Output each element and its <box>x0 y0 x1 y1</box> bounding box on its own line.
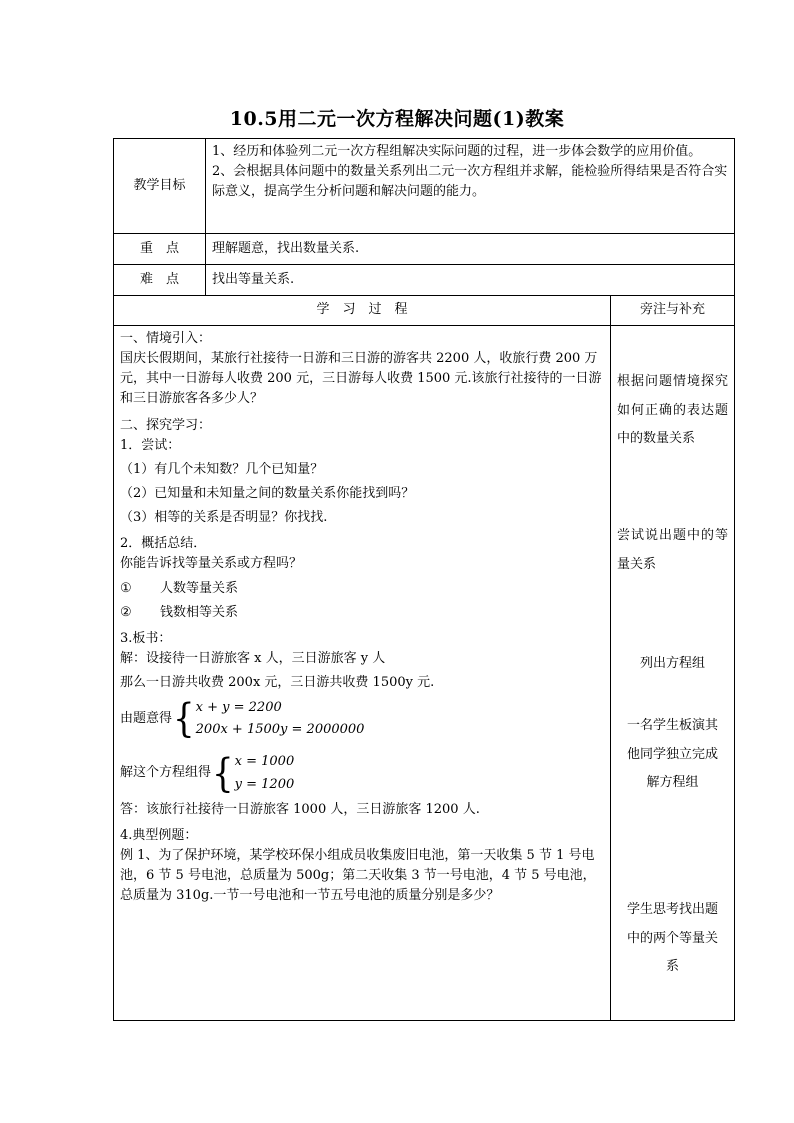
section-2-title: 二、探究学习： <box>120 417 212 433</box>
goals-label: 教学目标 <box>114 139 206 234</box>
key-point-text: 理解题意，找出数量关系. <box>206 234 735 265</box>
summary-heading: 2．概括总结． <box>120 536 207 552</box>
key-point-label: 重 点 <box>114 234 206 265</box>
solution-line-1: 解：设接待一日游旅客 x 人，三日游旅客 y 人 <box>120 650 386 666</box>
question-1: （1）有几个未知数？几个已知量？ <box>120 461 324 477</box>
result-prefix: 解这个方程组得 <box>120 765 212 781</box>
notes-column <box>611 326 735 1021</box>
note-4: 一名学生板演其他同学独立完成解方程组 <box>626 718 718 791</box>
relation-1-text: 人数等量关系 <box>160 580 239 596</box>
answer-text: 答：该旅行社接待一日游旅客 1000 人，三日游旅客 1200 人. <box>120 801 480 817</box>
goal-line-2: 2、会根据具体问题中的数量关系列出二元一次方程组并求解，能检验所得结果是否符合实际意义，提高学生分析问题和解决问题的能力。 <box>212 164 728 200</box>
left-brace: { <box>212 750 234 797</box>
equation-prefix: 由题意得 <box>120 711 173 727</box>
lesson-plan-table <box>113 138 735 1021</box>
equation-2: 200x + 1500y = 2000000 <box>195 722 365 738</box>
try-heading: 1．尝试： <box>120 437 181 453</box>
left-brace: { <box>173 696 195 743</box>
process-body <box>114 326 611 1021</box>
equation-1: x + y = 2200 <box>195 700 282 716</box>
relation-1 <box>120 579 604 599</box>
notes-header: 旁注与补充 <box>611 296 735 326</box>
process-header: 学 习 过 程 <box>114 296 611 326</box>
note-1: 根据问题情境探究如何正确的表达题中的数量关系 <box>617 374 728 447</box>
example-heading: 4.典型例题： <box>120 827 198 843</box>
goals-content <box>206 139 735 234</box>
board-heading: 3.板书： <box>120 630 172 646</box>
difficulty-text: 找出等量关系. <box>206 265 735 296</box>
solution-line-2: 那么一日游共收费 200x 元，三日游共收费 1500y 元. <box>120 675 435 691</box>
page-title: 10.5用二元一次方程解决问题(1)教案 <box>229 108 565 130</box>
example-1: 例 1、为了保护环境，某学校环保小组成员收集废旧电池，第一天收集 5 节 1 号电池，6 节 5 号电池，总质量为 500g；第二天收集 3 节一号电池，4 节 5 号电池，总质量为 310g.一节一号电池和一节五号电池的质量分别是多少？ <box>120 847 596 904</box>
relation-2-text: 钱数相等关系 <box>160 604 239 620</box>
result-1: x = 1000 <box>234 754 295 770</box>
solution-system <box>120 751 604 795</box>
situation-text: 国庆长假期间，某旅行社接待一日游和三日游的游客共 2200 人，收旅行费 200 万元，其中一日游每人收费 200 元，三日游每人收费 1500 元.该旅行社接待的一日游和三日游旅客各多少人？ <box>120 351 602 407</box>
relation-1-number: ① <box>120 580 132 596</box>
section-1-title: 一、情境引入： <box>120 331 212 346</box>
relation-2-number: ② <box>120 604 132 620</box>
difficulty-label: 难 点 <box>114 265 206 296</box>
result-2: y = 1200 <box>234 776 295 792</box>
summary-question: 你能告诉找等量关系或方程吗？ <box>120 556 303 572</box>
equation-system <box>120 697 604 741</box>
question-2: （2）已知量和未知量之间的数量关系你能找到吗？ <box>120 485 415 501</box>
question-3: （3）相等的关系是否明显？你找找. <box>120 510 328 526</box>
goal-line-1: 1、经历和体验列二元一次方程组解决实际问题的过程，进一步体会数学的应用价值。 <box>212 144 702 159</box>
note-2: 尝试说出题中的等量关系 <box>617 528 728 572</box>
note-3: 列出方程组 <box>639 656 705 671</box>
relation-2 <box>120 603 604 623</box>
note-5: 学生思考找出题中的两个等量关系 <box>626 902 718 975</box>
